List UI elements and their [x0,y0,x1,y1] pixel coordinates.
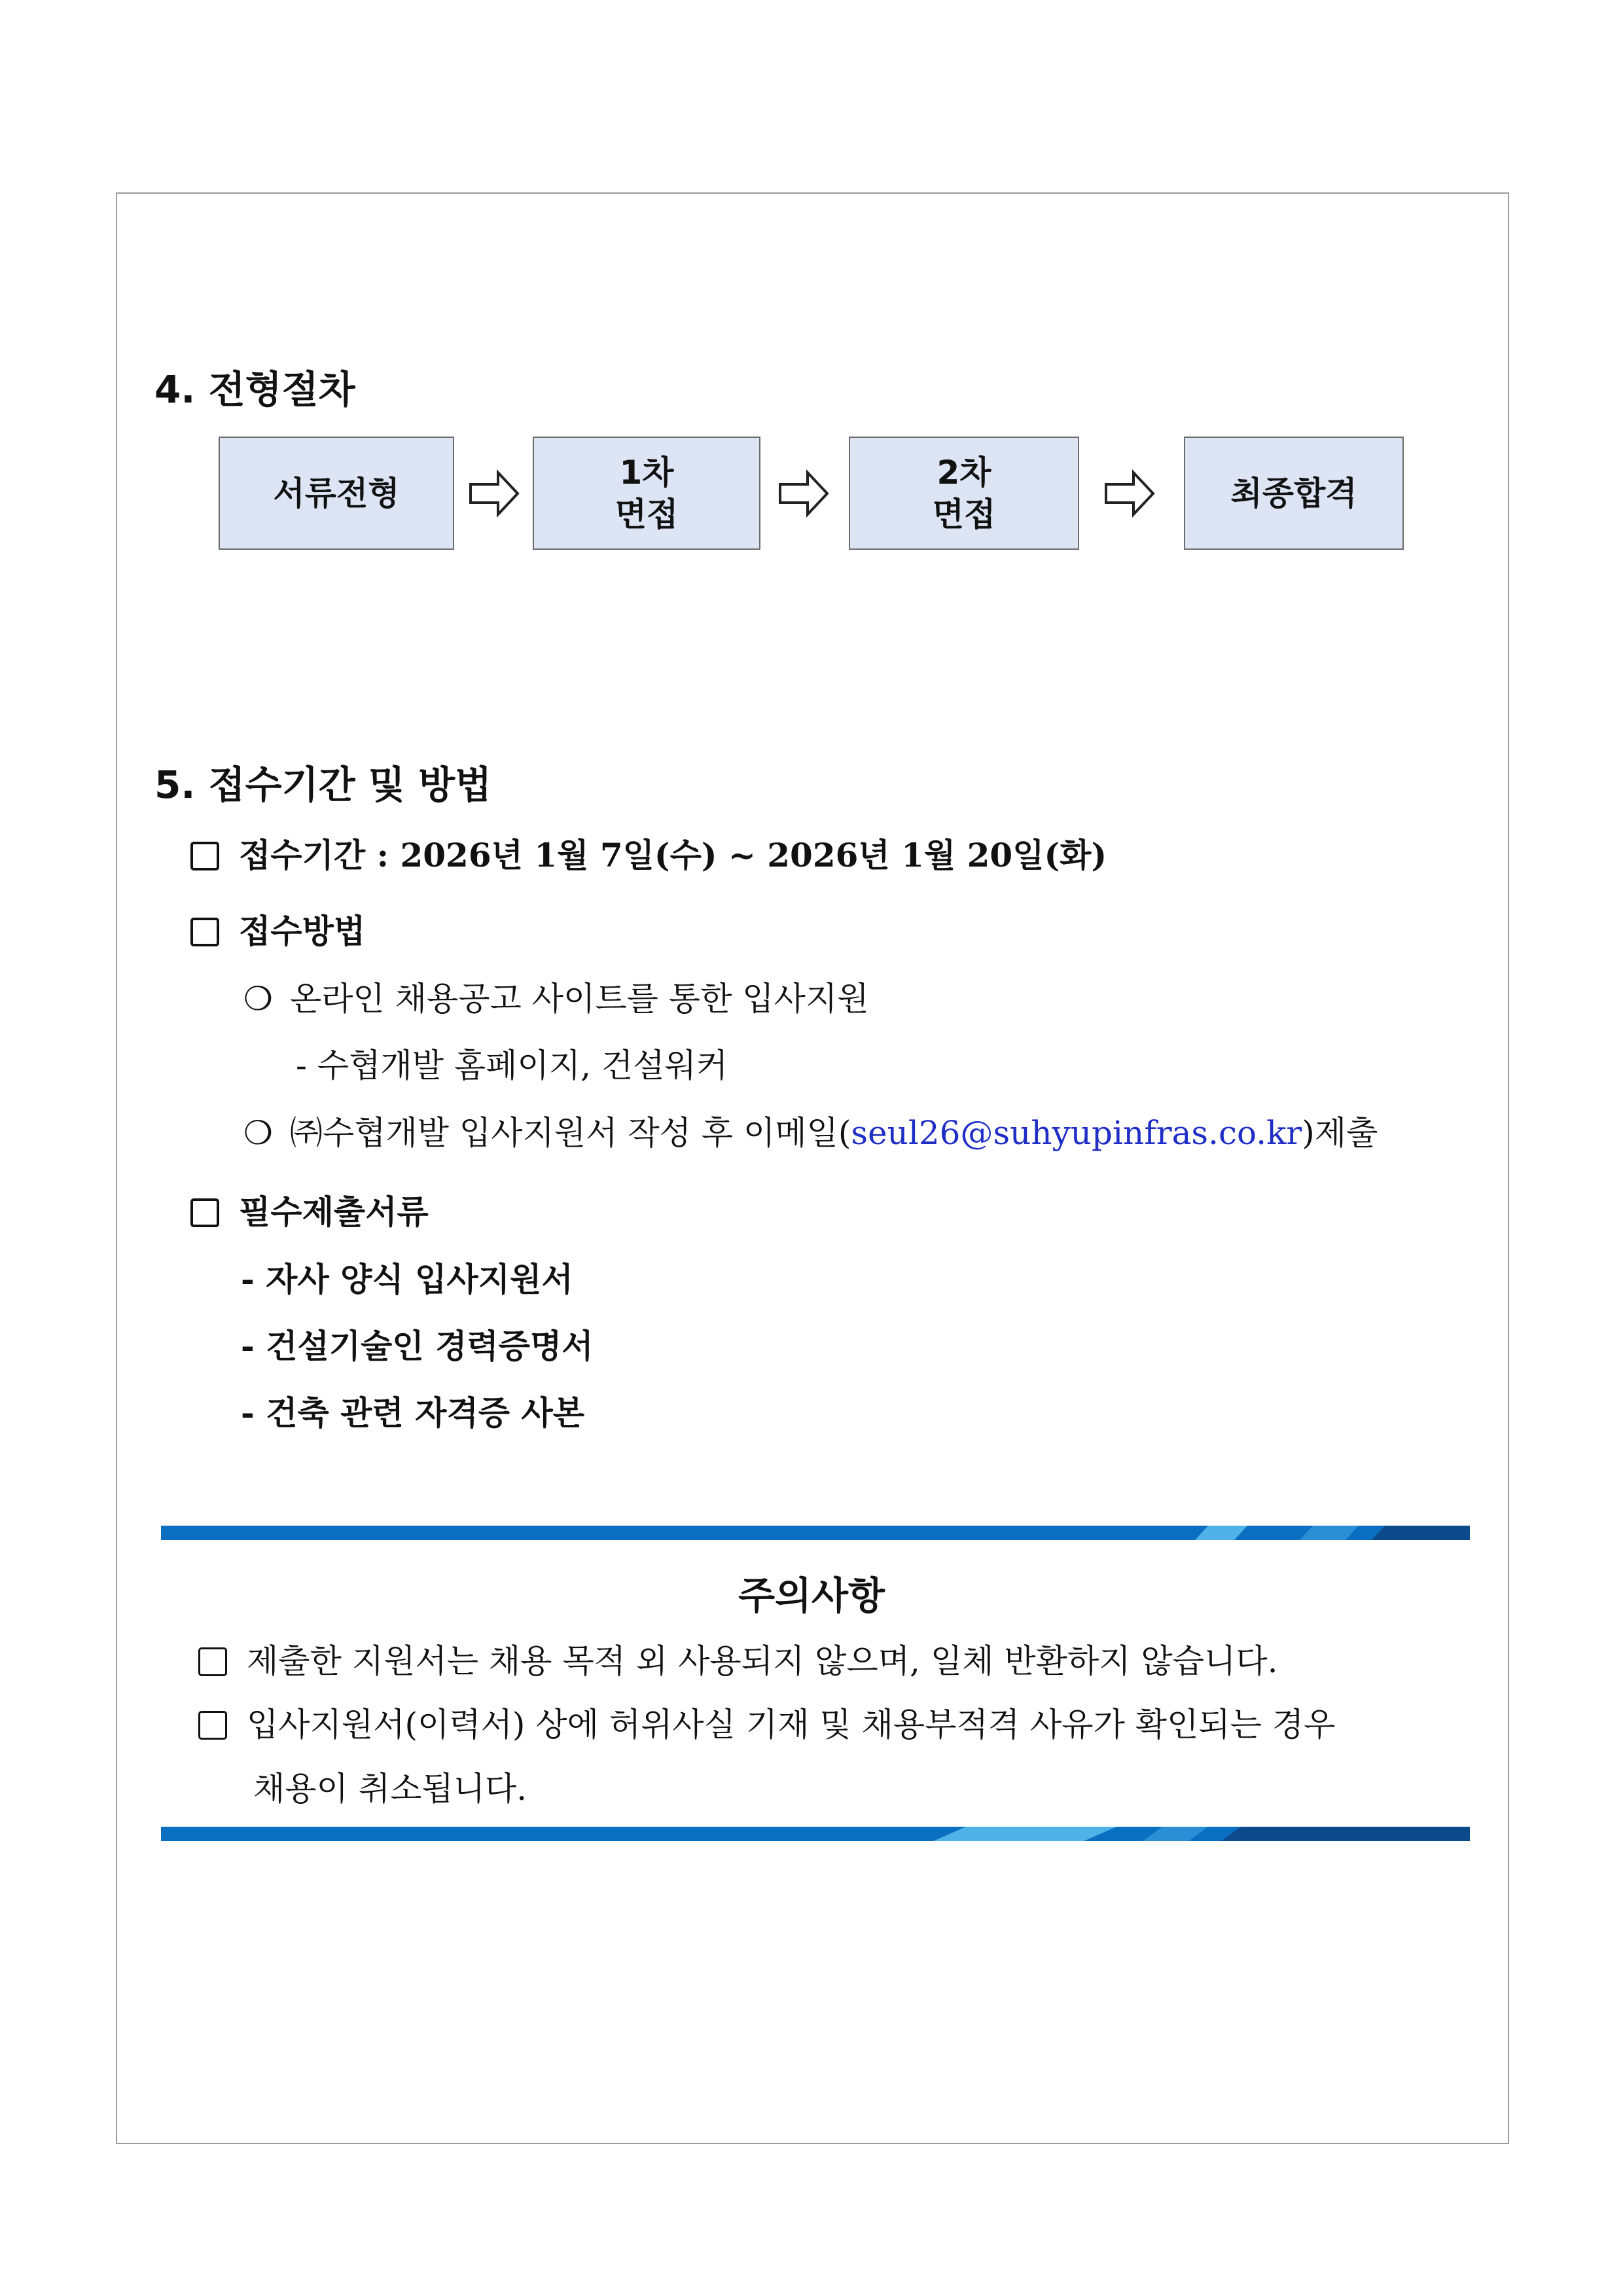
notice-text-2a: 입사지원서(이력서) 상에 허위사실 기재 및 채용부적격 사유가 확인되는 경우 [247,1706,1336,1744]
notice-text-2b: 채용이 취소됩니다. [253,1770,527,1808]
method-heading-item [190,905,365,952]
step-label: 면접 [932,495,996,533]
period-item [190,829,1107,876]
circle-bullet-icon: ❍ [243,1114,273,1152]
documents-heading: 필수제출서류 [239,1193,429,1231]
right-arrow-icon [1103,469,1156,518]
method-online-item [243,973,869,1020]
notice-item-2 [198,1698,1335,1746]
document-item: - 건축 관련 자격증 사본 [241,1393,585,1432]
method-email-suffix: )제출 [1302,1114,1378,1152]
notice-item-1 [198,1635,1278,1682]
method-online-text: 온라인 채용공고 사이트를 통한 입사지원 [289,980,869,1018]
notice-title: 주의사항 [738,1573,885,1618]
document-item: - 자사 양식 입사지원서 [241,1260,573,1299]
method-heading: 접수방법 [239,912,366,950]
step-second-interview [849,437,1079,550]
notice-bottom-band [161,1827,1470,1841]
documents-heading-item [190,1186,429,1233]
method-email-prefix: ㈜수협개발 입사지원서 작성 후 이메일( [289,1114,851,1152]
checkbox-icon [190,842,219,870]
step-final-pass [1184,437,1404,550]
step-label: 최종합격 [1230,474,1357,512]
section4-title: 4. 전형절차 [154,367,355,412]
right-arrow-icon [777,469,830,518]
step-label: 서류전형 [273,474,400,512]
email-link[interactable]: seul26@suhyupinfras.co.kr [851,1114,1302,1152]
checkbox-icon [198,1711,227,1740]
document-item: - 건설기술인 경력증명서 [241,1327,594,1365]
step-label: 1차 [619,453,674,492]
right-arrow-icon [468,469,520,518]
checkbox-icon [190,1198,219,1227]
step-label: 면접 [615,495,679,533]
circle-bullet-icon: ❍ [243,980,273,1018]
checkbox-icon [190,918,219,946]
period-text: 접수기간 : 2026년 1월 7일(수) ~ 2026년 1월 20일(화) [239,836,1107,874]
step-label: 2차 [936,453,991,492]
notice-top-band [161,1526,1470,1540]
method-email-item [243,1107,1378,1154]
notice-text-1: 제출한 지원서는 채용 목적 외 사용되지 않으며, 일체 반환하지 않습니다. [247,1642,1278,1680]
step-document-screening [219,437,454,550]
step-first-interview [533,437,760,550]
method-online-sub: - 수협개발 홈페이지, 건설워커 [296,1047,728,1085]
checkbox-icon [198,1647,227,1676]
section5-title: 5. 접수기간 및 방법 [154,762,492,807]
